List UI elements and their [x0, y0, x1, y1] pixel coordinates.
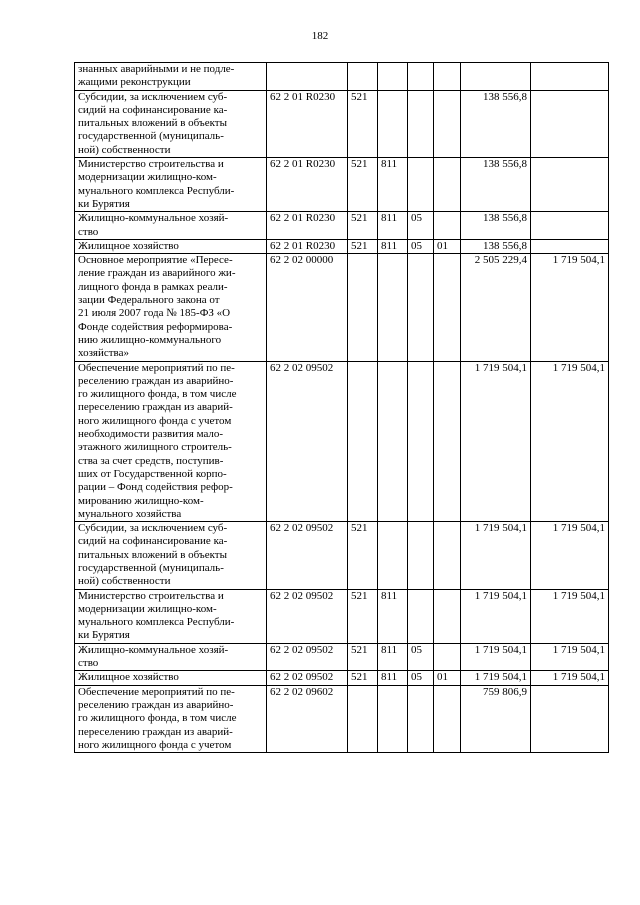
amount-year-1: 759 806,9 [461, 685, 531, 752]
table-row [75, 522, 609, 589]
subsection-code: 01 [434, 239, 461, 253]
section-code [408, 63, 434, 91]
page-number: 182 [311, 30, 329, 42]
target-article-code: 62 2 01 R0230 [267, 90, 348, 157]
amount-year-1: 138 556,8 [461, 212, 531, 240]
subsection-code [434, 254, 461, 361]
row-name-line: реселению граждан из аварийно- [78, 698, 234, 711]
row-name [75, 63, 267, 91]
expense-type-code: 521 [348, 158, 378, 212]
row-name [75, 671, 267, 685]
table-row [75, 212, 609, 240]
row-name-line: Субсидии, за исключением суб- [78, 522, 228, 535]
expense-type-code: 521 [348, 90, 378, 157]
table-row [75, 361, 609, 522]
table-row [75, 589, 609, 643]
amount-year-1: 1 719 504,1 [461, 643, 531, 671]
row-name-line: Жилищно-коммунальное хозяй- [78, 212, 229, 225]
target-article-code: 62 2 02 09602 [267, 685, 348, 752]
section-code [408, 90, 434, 157]
department-code: 811 [378, 589, 408, 643]
row-name-line: Министерство строительства и [78, 589, 224, 602]
target-article-code: 62 2 01 R0230 [267, 239, 348, 253]
expense-type-code: 521 [348, 671, 378, 685]
target-article-code: 62 2 02 09502 [267, 643, 348, 671]
department-code [378, 90, 408, 157]
expense-type-code: 521 [348, 589, 378, 643]
row-name-line: ной) собственности [78, 143, 171, 156]
row-name-line: го жилищного фонда, в том числе [78, 712, 237, 725]
row-name-line: Фонде содействия реформирова- [78, 320, 233, 333]
table-row [75, 90, 609, 157]
section-code: 05 [408, 212, 434, 240]
target-article-code: 62 2 01 R0230 [267, 212, 348, 240]
subsection-code [434, 361, 461, 522]
amount-year-2 [531, 158, 609, 212]
row-name-line: питальных вложений в объекты [78, 117, 227, 130]
row-name [75, 254, 267, 361]
row-name-line: ление граждан из аварийного жи- [78, 267, 236, 280]
row-name-line: мунального хозяйства [78, 507, 182, 520]
row-name-line: ки Бурятия [78, 197, 130, 210]
subsection-code [434, 63, 461, 91]
row-name-line: Основное мероприятие «Пересе- [78, 254, 233, 267]
row-name-line: Министерство строительства и [78, 158, 224, 171]
target-article-code [267, 63, 348, 91]
row-name-line: ного жилищного фонда с учетом [78, 738, 232, 751]
amount-year-2 [531, 90, 609, 157]
expense-type-code [348, 685, 378, 752]
row-name [75, 239, 267, 253]
department-code [378, 685, 408, 752]
expense-type-code: 521 [348, 522, 378, 589]
department-code [378, 522, 408, 589]
target-article-code: 62 2 02 09502 [267, 671, 348, 685]
row-name-line: ки Бурятия [78, 629, 130, 642]
row-name-line: лищного фонда в рамках реали- [78, 280, 228, 293]
row-name [75, 643, 267, 671]
department-code: 811 [378, 158, 408, 212]
expense-type-code: 521 [348, 643, 378, 671]
section-code: 05 [408, 643, 434, 671]
amount-year-2 [531, 212, 609, 240]
row-name [75, 158, 267, 212]
row-name-line: ство [78, 657, 99, 670]
row-name-line: переселению граждан из аварий- [78, 725, 233, 738]
row-name-line: Обеспечение мероприятий по пе- [78, 361, 235, 374]
subsection-code [434, 90, 461, 157]
table-body [75, 63, 609, 753]
amount-year-1: 138 556,8 [461, 239, 531, 253]
department-code [378, 63, 408, 91]
row-name-line: 21 июля 2007 года № 185-ФЗ «О [78, 307, 231, 320]
row-name-line: Жилищное хозяйство [78, 671, 179, 684]
expense-type-code [348, 361, 378, 522]
department-code [378, 361, 408, 522]
department-code: 811 [378, 671, 408, 685]
section-code: 05 [408, 671, 434, 685]
expense-type-code [348, 254, 378, 361]
row-name-line: питальных вложений в объекты [78, 548, 227, 561]
row-name-line: рации – Фонд содействия рефор- [78, 481, 233, 494]
amount-year-2: 1 719 504,1 [531, 522, 609, 589]
subsection-code [434, 212, 461, 240]
department-code: 811 [378, 239, 408, 253]
amount-year-2: 1 719 504,1 [531, 361, 609, 522]
amount-year-2 [531, 63, 609, 91]
target-article-code: 62 2 02 00000 [267, 254, 348, 361]
row-name-line: Жилищное хозяйство [78, 239, 179, 252]
section-code [408, 522, 434, 589]
row-name-line: необходимости развития мало- [78, 428, 224, 441]
amount-year-1: 1 719 504,1 [461, 671, 531, 685]
table-row [75, 239, 609, 253]
target-article-code: 62 2 01 R0230 [267, 158, 348, 212]
row-name-line: государственной (муниципаль- [78, 130, 224, 143]
amount-year-2: 1 719 504,1 [531, 254, 609, 361]
row-name-line: нию жилищно-коммунального [78, 333, 222, 346]
row-name-line: государственной (муниципаль- [78, 561, 224, 574]
amount-year-2: 1 719 504,1 [531, 589, 609, 643]
subsection-code [434, 522, 461, 589]
row-name-line: ства за счет средств, поступив- [78, 454, 224, 467]
target-article-code: 62 2 02 09502 [267, 361, 348, 522]
department-code: 811 [378, 212, 408, 240]
amount-year-1: 138 556,8 [461, 90, 531, 157]
subsection-code [434, 589, 461, 643]
target-article-code: 62 2 02 09502 [267, 522, 348, 589]
row-name-line: хозяйства» [78, 347, 129, 360]
amount-year-1 [461, 63, 531, 91]
table-row [75, 685, 609, 752]
department-code: 811 [378, 643, 408, 671]
row-name-line: Жилищно-коммунальное хозяй- [78, 643, 229, 656]
row-name [75, 361, 267, 522]
expense-type-code [348, 63, 378, 91]
expense-type-code: 521 [348, 212, 378, 240]
row-name-line: жащими реконструкции [78, 76, 191, 89]
row-name-line: переселению граждан из аварий- [78, 401, 233, 414]
department-code [378, 254, 408, 361]
expense-type-code: 521 [348, 239, 378, 253]
row-name-line: модернизации жилищно-ком- [78, 171, 217, 184]
row-name-line: мунального комплекса Республи- [78, 184, 235, 197]
table-row [75, 671, 609, 685]
row-name-line: ство [78, 225, 99, 238]
row-name [75, 522, 267, 589]
row-name-line: Субсидии, за исключением суб- [78, 90, 228, 103]
row-name-line: ного жилищного фонда с учетом [78, 414, 232, 427]
row-name-line: мированию жилищно-ком- [78, 494, 204, 507]
amount-year-2 [531, 239, 609, 253]
amount-year-2: 1 719 504,1 [531, 671, 609, 685]
row-name-line: этажного жилищного строитель- [78, 441, 232, 454]
section-code [408, 158, 434, 212]
amount-year-2 [531, 685, 609, 752]
row-name [75, 212, 267, 240]
amount-year-1: 2 505 229,4 [461, 254, 531, 361]
subsection-code [434, 158, 461, 212]
row-name-line: зации Федерального закона от [78, 294, 220, 307]
table-row [75, 254, 609, 361]
row-name [75, 90, 267, 157]
row-name-line: сидий на софинансирование ка- [78, 103, 228, 116]
row-name [75, 589, 267, 643]
subsection-code [434, 685, 461, 752]
target-article-code: 62 2 02 09502 [267, 589, 348, 643]
section-code [408, 685, 434, 752]
table-row [75, 63, 609, 91]
row-name-line: сидий на софинансирование ка- [78, 535, 228, 548]
row-name-line: ной) собственности [78, 575, 171, 588]
amount-year-1: 1 719 504,1 [461, 361, 531, 522]
table-row [75, 158, 609, 212]
row-name [75, 685, 267, 752]
budget-table [74, 62, 609, 753]
section-code [408, 589, 434, 643]
subsection-code [434, 643, 461, 671]
section-code: 05 [408, 239, 434, 253]
amount-year-2: 1 719 504,1 [531, 643, 609, 671]
row-name-line: Обеспечение мероприятий по пе- [78, 685, 235, 698]
table-row [75, 643, 609, 671]
section-code [408, 361, 434, 522]
row-name-line: реселению граждан из аварийно- [78, 374, 234, 387]
row-name-line: знанных аварийными и не подле- [78, 63, 235, 75]
amount-year-1: 1 719 504,1 [461, 589, 531, 643]
row-name-line: мунального комплекса Республи- [78, 616, 235, 629]
row-name-line: го жилищного фонда, в том числе [78, 388, 237, 401]
row-name-line: модернизации жилищно-ком- [78, 602, 217, 615]
amount-year-1: 1 719 504,1 [461, 522, 531, 589]
amount-year-1: 138 556,8 [461, 158, 531, 212]
subsection-code: 01 [434, 671, 461, 685]
section-code [408, 254, 434, 361]
row-name-line: ших от Государственной корпо- [78, 467, 227, 480]
